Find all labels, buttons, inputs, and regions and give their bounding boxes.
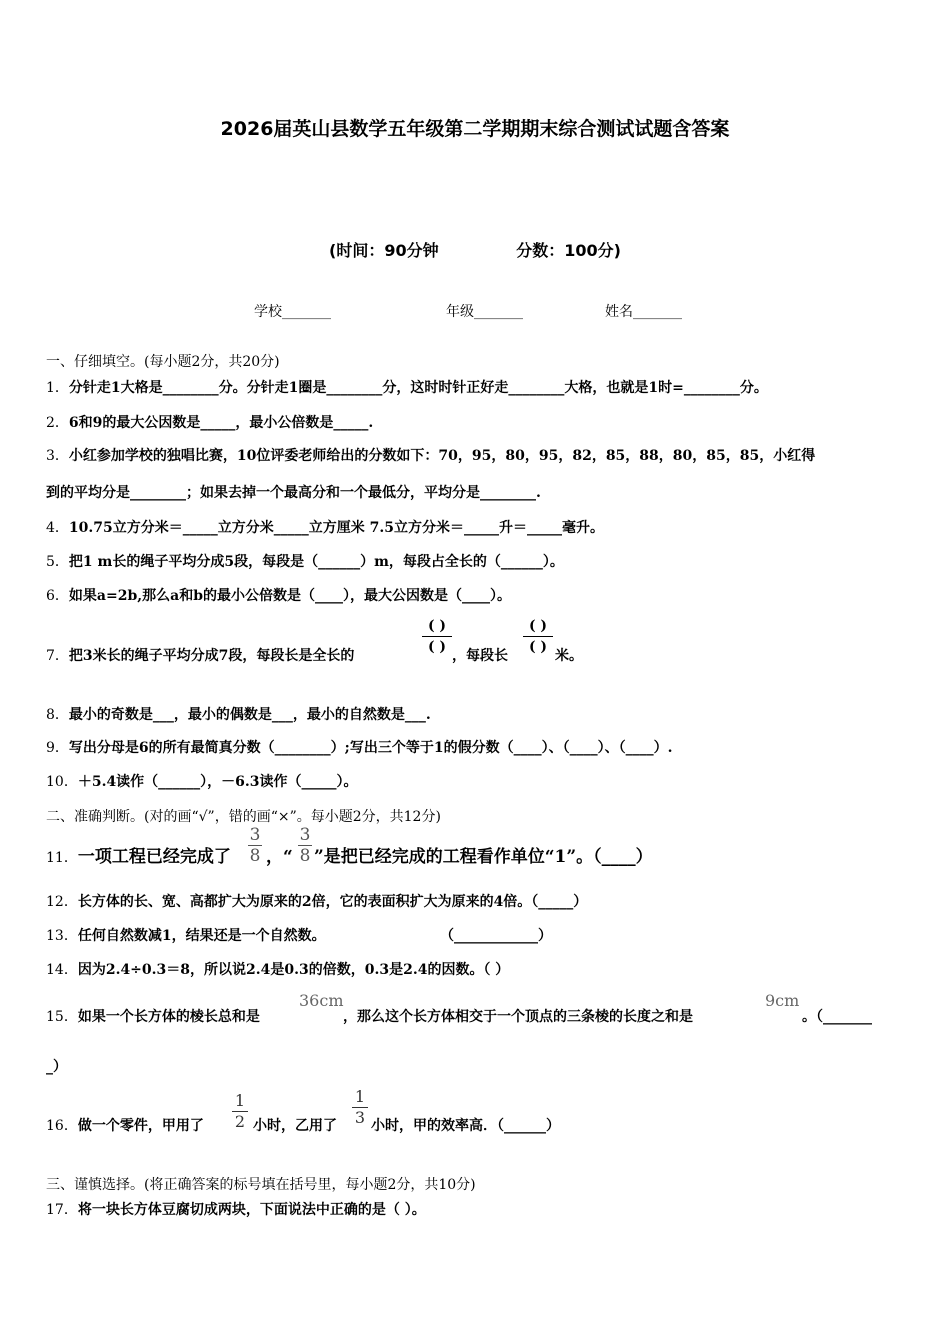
fraction-numerator: 1 [354,1087,366,1106]
fraction-numerator: 3 [249,825,261,845]
question-text: 把3米长的绳子平均分成7段，每段长是全长的 [68,648,355,664]
question-3-continued: 到的平均分是________；如果去掉一个最高分和一个最低分，平均分是________. [46,485,541,501]
question-number: 11． [46,850,78,866]
fraction-numerator: ( ) [427,618,447,634]
question-text: 一项工程已经完成了 [77,847,231,867]
question-11-end: ”是把已经完成的工程看作单位“1”。（____） [314,847,653,867]
fraction [298,826,312,865]
question-text: 分针走1大格是________分。分针走1圈是________分，这时时针正好走________大格，也就是1时=________分。 [68,380,768,396]
question-text: 如果一个长方体的棱长总和是 [77,1009,260,1025]
fraction-one-third [352,1088,368,1127]
question-number: 5． [46,554,69,570]
question-text: 如果a=2b,那么a和b的最小公倍数是（____），最大公因数是（____）。 [68,588,511,604]
question-number: 8． [46,707,69,723]
question-text: ＋5.4读作（______），－6.3读作（_____）。 [77,774,358,790]
question-text: 最小的奇数是___，最小的偶数是___，最小的自然数是___. [68,707,431,723]
question-number: 3． [46,448,69,464]
question-16-middle: 小时，乙用了 [253,1118,337,1134]
fraction-denominator: ( ) [427,639,447,655]
question-number: 10． [46,774,78,790]
page-title: 2026届英山县数学五年级第二学期期末综合测试试题含答案 [220,118,730,140]
fraction-denominator: ( ) [528,639,548,655]
section-3-heading: 三、谨慎选择。(将正确答案的标号填在括号里，每小题2分，共10分) [46,1177,476,1193]
question-9 [46,737,672,757]
fraction-numerator: 3 [299,825,311,845]
question-text: 写出分母是6的所有最简真分数（________）;写出三个等于1的假分数（____）、（____）、（____）. [68,740,673,756]
question-text: 6和9的最大公因数是_____，最小公倍数是_____. [68,415,374,431]
question-17 [46,1199,426,1219]
fraction-numerator: ( ) [528,618,548,634]
question-11-middle: ，“ [266,847,293,867]
question-number: 7． [46,648,69,664]
question-14 [46,959,509,979]
question-12 [46,891,587,911]
question-15-end: 。（_______ [802,1009,872,1025]
question-number: 14． [46,962,78,978]
question-15 [46,1006,260,1026]
exam-time: (时间：90分钟 [329,241,439,260]
fraction-one-half [232,1092,248,1131]
section-1-heading: 一、仔细填空。(每小题2分，共20分) [46,354,280,370]
question-15-middle: ，那么这个长方体相交于一个顶点的三条棱的长度之和是 [343,1009,693,1025]
fraction-denominator: 2 [234,1112,246,1131]
question-11 [46,842,231,867]
question-5 [46,551,564,571]
question-number: 6． [46,588,69,604]
question-15-continued: _） [46,1059,67,1075]
question-4 [46,517,604,537]
question-text: 小红参加学校的独唱比赛，10位评委老师给出的分数如下：70，95，80，95，82，85，88，80，85，85，小红得 [68,448,816,464]
question-number: 12． [46,894,78,910]
question-13 [46,925,326,945]
question-text: 做一个零件，甲用了 [77,1118,204,1134]
fraction-denominator: 8 [299,846,311,866]
question-16 [46,1115,204,1135]
unit-36cm: 36cm [299,991,344,1010]
fraction-denominator: 3 [354,1108,366,1127]
school-field: 学校_______ [254,304,331,320]
fraction-blank [523,618,553,655]
exam-score: 分数：100分) [516,241,621,260]
question-number: 9． [46,740,69,756]
unit-9cm: 9cm [765,991,800,1010]
question-text: 10.75立方分米＝_____立方分米_____立方厘米 7.5立方分米＝_____升＝_____毫升。 [68,520,604,536]
grade-field: 年级_______ [446,304,523,320]
question-number: 17． [46,1202,78,1218]
name-field: 姓名_______ [605,304,682,320]
question-7-middle: ，每段长 [452,648,508,664]
question-7-end: 米。 [555,648,583,664]
question-7 [46,645,354,665]
question-13-answer-blank: （____________） [440,928,552,944]
fraction-bar [422,636,452,637]
fraction-denominator: 8 [249,846,261,866]
fraction [248,826,262,865]
question-1 [46,377,768,397]
question-number: 4． [46,520,69,536]
question-number: 13． [46,928,78,944]
exam-meta [0,238,950,261]
question-6 [46,585,511,605]
question-text: 将一块长方体豆腐切成两块，下面说法中正确的是（ ）。 [77,1202,426,1218]
question-text: 任何自然数减1，结果还是一个自然数。 [77,928,326,944]
fraction-numerator: 1 [234,1091,246,1110]
question-3 [46,445,815,465]
question-8 [46,704,431,724]
question-text: 长方体的长、宽、高都扩大为原来的2倍，它的表面积扩大为原来的4倍。（_____） [77,894,588,910]
question-number: 16． [46,1118,78,1134]
question-text: 因为2.4÷0.3＝8，所以说2.4是0.3的倍数，0.3是2.4的因数。（ ） [77,962,510,978]
section-2-heading: 二、准确判断。(对的画“√”，错的画“×”。每小题2分，共12分) [46,809,441,825]
fraction-bar [523,636,553,637]
question-2 [46,412,373,432]
question-10 [46,771,358,791]
question-text: 把1 m长的绳子平均分成5段，每段是（______）m，每段占全长的（______）。 [68,554,564,570]
fraction-blank [422,618,452,655]
question-16-end: 小时，甲的效率高．（______） [371,1118,560,1134]
question-number: 15． [46,1009,78,1025]
question-number: 2． [46,415,69,431]
question-number: 1． [46,380,69,396]
